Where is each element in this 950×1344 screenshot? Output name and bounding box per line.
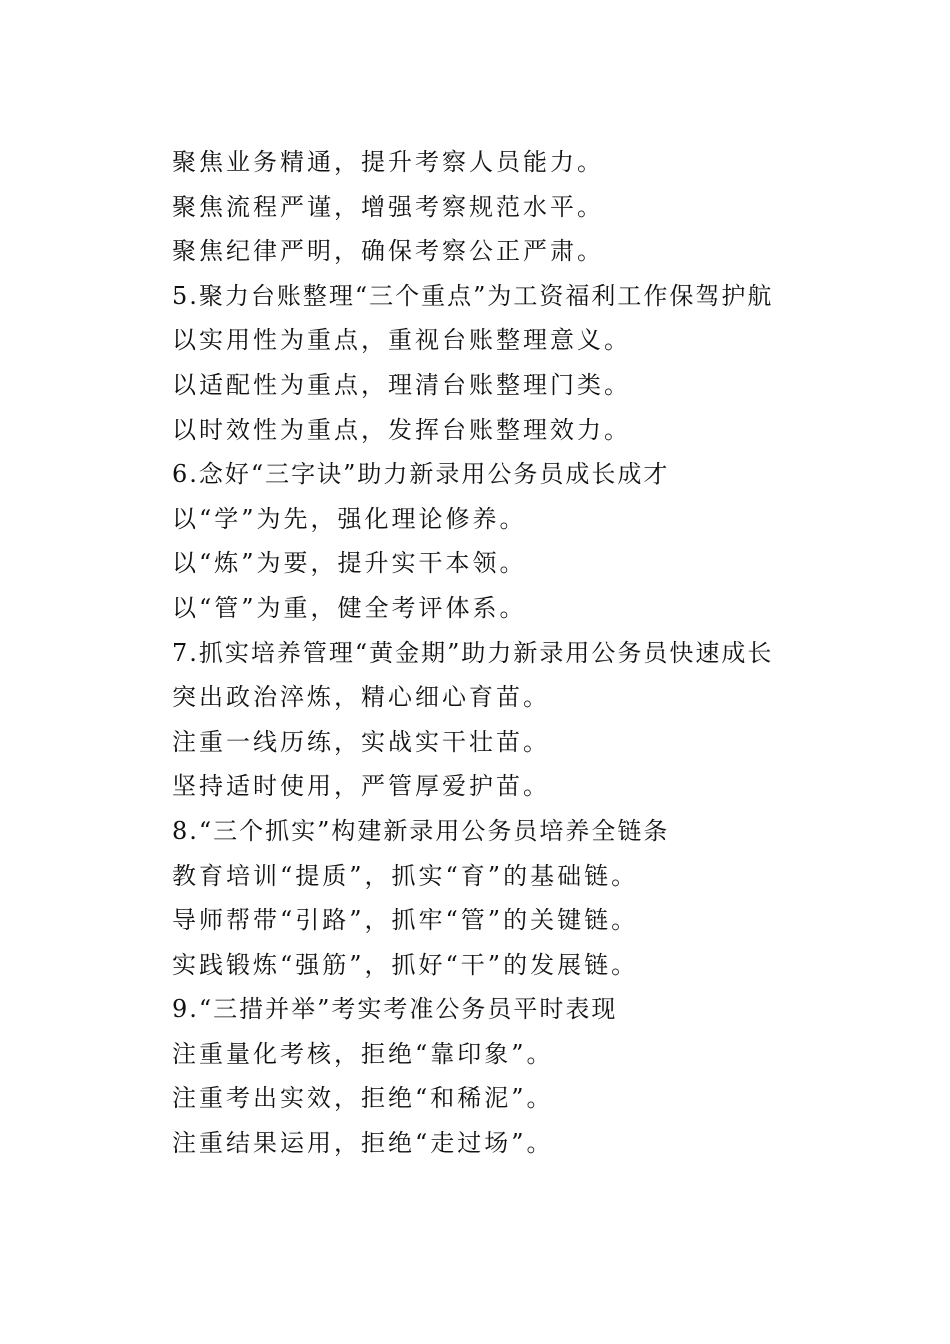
section-heading-8: 8.“三个抓实”构建新录用公务员培养全链条 <box>172 816 670 845</box>
body-line: 导师帮带“引路”，抓牢“管”的关键链。 <box>172 906 639 935</box>
body-line: 以“炼”为要，提升实干本领。 <box>172 549 527 578</box>
body-line: 实践锻炼“强筋”，抓好“干”的发展链。 <box>172 950 639 979</box>
body-line: 突出政治淬炼，精心细心育苗。 <box>172 683 550 712</box>
body-line: 聚焦业务精通，提升考察人员能力。 <box>172 148 604 176</box>
body-line: 注重一线历练，实战实干壮苗。 <box>172 727 550 756</box>
body-line: 注重考出实效，拒绝“和稀泥”。 <box>172 1084 554 1113</box>
section-heading-9: 9.“三措并举”考实考准公务员平时表现 <box>172 995 618 1024</box>
body-line: 以时效性为重点，发挥台账整理效力。 <box>172 415 631 444</box>
body-line: 以“学”为先，强化理论修养。 <box>172 504 527 533</box>
body-line: 坚持适时使用，严管厚爱护苗。 <box>172 772 550 801</box>
body-line: 聚焦纪律严明，确保考察公正严肃。 <box>172 237 604 266</box>
body-line: 以适配性为重点，理清台账整理门类。 <box>172 370 631 399</box>
body-line: 以“管”为重，健全考评体系。 <box>172 593 527 622</box>
document-body <box>172 140 812 1166</box>
body-line: 聚焦流程严谨，增强考察规范水平。 <box>172 192 604 221</box>
section-heading-7: 7.抓实培养管理“黄金期”助力新录用公务员快速成长 <box>172 638 774 667</box>
body-line: 注重量化考核，拒绝“靠印象”。 <box>172 1039 554 1068</box>
section-heading-5: 5.聚力台账整理“三个重点”为工资福利工作保驾护航 <box>172 281 774 310</box>
body-line: 注重结果运用，拒绝“走过场”。 <box>172 1129 554 1158</box>
body-line: 以实用性为重点，重视台账整理意义。 <box>172 326 631 355</box>
section-heading-6: 6.念好“三字诀”助力新录用公务员成长成才 <box>172 460 670 489</box>
body-line: 教育培训“提质”，抓实“育”的基础链。 <box>172 861 639 890</box>
